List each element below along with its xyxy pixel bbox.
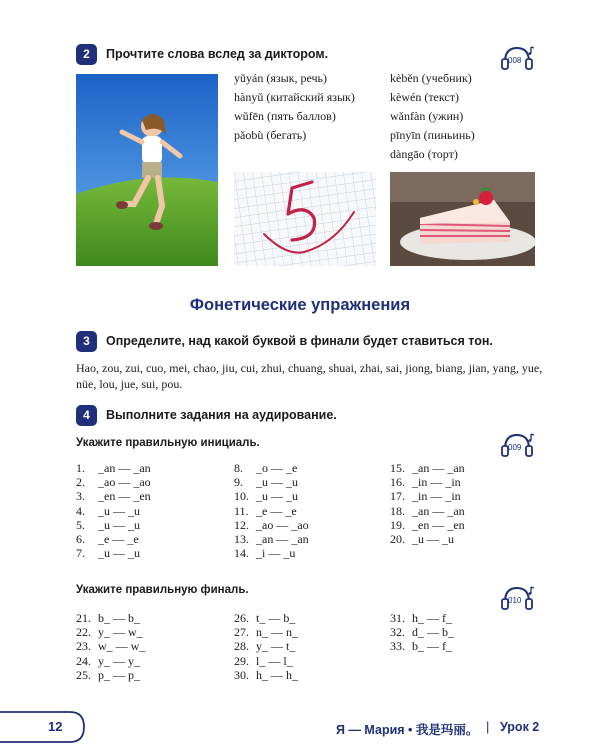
list-item: 32. d_ — b_ (390, 625, 454, 640)
word-item: pǎobù (бегать) (234, 128, 307, 142)
headphones-audio-icon[interactable] (500, 584, 536, 614)
list-item: 33. b_ — f_ (390, 639, 452, 654)
list-item: 14. _i — _u (234, 546, 296, 561)
initials-column-2 (234, 461, 309, 560)
list-item: 21. b_ — b_ (76, 611, 140, 625)
list-item: 17. _in — _in (390, 489, 461, 504)
exercise-number-badge: 4 (76, 405, 97, 426)
running-girl-photo (76, 74, 218, 266)
cake-photo (390, 172, 535, 266)
list-item: 8. _o — _e (234, 461, 298, 475)
word-item: wǎnfàn (ужин) (390, 109, 464, 123)
syllable-list-paragraph: Hao, zou, zui, cuo, mei, chao, jiu, cui, zhui, chuang, shuai, zhai, sai, jiong, biang, jian, yang, yue, nüe, lou, jue, sui, pou. (76, 361, 543, 391)
list-item: 3. _en — _en (76, 489, 151, 504)
headphones-audio-icon[interactable] (500, 44, 536, 74)
word-item: wǔfēn (пять баллов) (234, 109, 336, 123)
list-item: 29. l_ — l_ (234, 653, 293, 668)
page-number-tab (0, 710, 90, 744)
list-item: 27. n_ — n_ (234, 625, 298, 640)
list-item: 12. _ao — _ao (234, 517, 309, 532)
running-title: Я — Мария • 我是玛丽。 (336, 723, 479, 737)
finals-column-3 (390, 611, 454, 654)
list-item: 5. _u — _u (76, 517, 140, 532)
list-item: 2. _ao — _ao (76, 475, 151, 490)
footer-separator: | (486, 719, 490, 734)
grade-five-on-grid-paper-image (234, 172, 376, 266)
exercise-instruction: Выполните задания на аудирование. (106, 408, 337, 422)
lesson-label: Урок 2 (500, 720, 540, 734)
list-item: 13. _an — _an (234, 532, 309, 547)
list-item: 1. _an — _an (76, 461, 151, 475)
exercise-instruction: Прочтите слова вслед за диктором. (106, 47, 329, 61)
word-item: kèběn (учебник) (390, 71, 472, 85)
exercise-number-badge: 2 (76, 44, 97, 65)
list-item: 30. h_ — h_ (234, 667, 298, 682)
audio-track-number: 010 (508, 596, 522, 605)
finals-column-2 (234, 611, 298, 682)
exercise-instruction: Определите, над какой буквой в финали будет ставиться тон. (106, 334, 493, 348)
audio-track-number: 009 (508, 443, 522, 452)
section-title: Фонетические упражнения (189, 296, 411, 314)
list-item: 19. _en — _en (390, 517, 465, 532)
list-item: 4. _u — _u (76, 503, 140, 518)
list-item: 7. _u — _u (76, 546, 140, 561)
headphones-audio-icon[interactable] (500, 431, 536, 461)
list-item: 23. w_ — w_ (76, 639, 146, 654)
subtask-title: Укажите правильную финаль. (76, 584, 249, 596)
word-item: hànyǔ (китайский язык) (234, 90, 355, 104)
word-item: pīnyīn (пиньинь) (390, 128, 475, 142)
list-item: 9. _u — _u (234, 475, 298, 490)
footer (0, 706, 600, 750)
list-item: 15. _an — _an (390, 461, 465, 475)
word-item: yǔyán (язык, речь) (234, 71, 328, 85)
initials-column-1 (76, 461, 151, 560)
audio-track-number: 008 (508, 56, 522, 65)
list-item: 24. y_ — y_ (76, 653, 140, 668)
list-item: 28. y_ — t_ (234, 639, 296, 654)
word-list-column-1 (234, 69, 355, 145)
list-item: 16. _in — _in (390, 475, 461, 490)
list-item: 10. _u — _u (234, 489, 298, 504)
page-number: 12 (48, 719, 63, 734)
list-item: 20. _u — _u (390, 532, 454, 547)
list-item: 18. _an — _an (390, 503, 465, 518)
word-list-column-2 (390, 69, 475, 164)
list-item: 11. _e — _e (234, 503, 297, 518)
subtask-title: Укажите правильную инициаль. (76, 437, 260, 449)
list-item: 22. y_ — w_ (76, 625, 143, 640)
list-item: 25. p_ — p_ (76, 667, 140, 682)
list-item: 31. h_ — f_ (390, 611, 452, 625)
word-item: kèwén (текст) (390, 90, 459, 104)
exercise-number-badge: 3 (76, 331, 97, 352)
finals-column-1 (76, 611, 145, 682)
word-item: dàngāo (торт) (390, 147, 458, 161)
list-item: 6. _e — _e (76, 532, 139, 547)
initials-column-3 (390, 461, 465, 546)
list-item: 26. t_ — b_ (234, 611, 296, 625)
